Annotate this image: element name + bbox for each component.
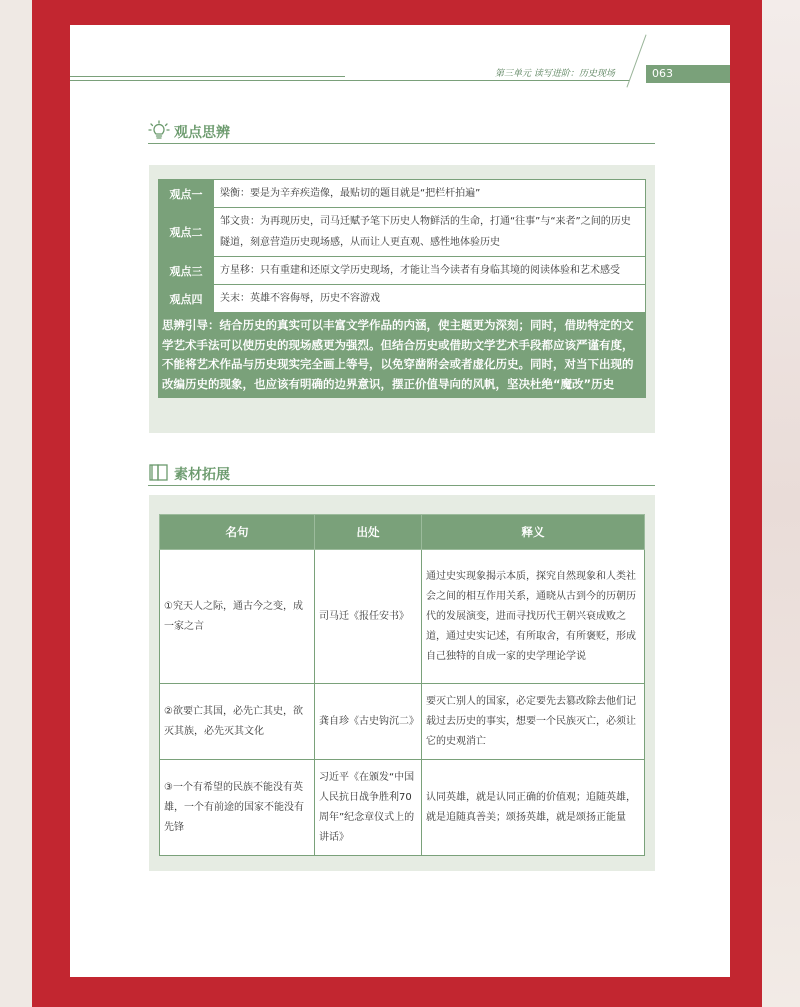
viewpoint-label: 观点一 [159, 180, 214, 208]
book-icon [148, 462, 170, 484]
viewpoint-row [159, 180, 646, 208]
viewpoints-panel [149, 165, 655, 433]
quote-cell: ②欲要亡其国，必先亡其史，欲灭其族，必先灭其文化 [160, 684, 315, 760]
header-rule-top [70, 76, 345, 77]
thinking-guide: 思辨引导：结合历史的真实可以丰富文学作品的内涵，使主题更为深刻；同时，借助特定的文学艺术手法可以使历史的现场感更为强烈。但结合历史或借助文学艺术手段都应该严谨有度，不能将艺术作品与历史现实完全画上等号，以免穿凿附会或者虚化历史。同时，对当下出现的改编历史的现象，也应该有明确的边界意识，摆正价值导向的风帆，坚决杜绝“魔改”历史 [158, 312, 646, 398]
quote-cell: ③一个有希望的民族不能没有英雄，一个有前途的国家不能没有先锋 [160, 760, 315, 856]
quote-cell: ①究天人之际，通古今之变，成一家之言 [160, 550, 315, 684]
column-header-meaning: 释义 [422, 515, 645, 550]
column-header-quote: 名句 [160, 515, 315, 550]
source-cell: 司马迁《报任安书》 [315, 550, 422, 684]
viewpoint-row [159, 257, 646, 285]
viewpoint-label: 观点四 [159, 285, 214, 313]
table-row [160, 760, 645, 856]
header-rule [70, 80, 630, 81]
viewpoint-text: 关末：英雄不容侮辱，历史不容游戏 [214, 285, 646, 313]
section-label: 素材拓展 [174, 467, 230, 483]
viewpoint-text: 邹文贵：为再现历史，司马迁赋予笔下历史人物鲜活的生命，打通“往事”与“来者”之间的历史隧道，刻意营造历史现场感，从而让人更直观、感性地体验历史 [214, 208, 646, 257]
book-page [70, 25, 730, 977]
header-slash [626, 35, 646, 88]
meaning-cell: 要灭亡别人的国家，必定要先去篡改除去他们记载过去历史的事实，想要一个民族灭亡，必须让它的史观消亡 [422, 684, 645, 760]
source-cell: 龚自珍《古史钩沉二》 [315, 684, 422, 760]
section-label: 观点思辨 [174, 125, 230, 141]
materials-table [159, 514, 645, 856]
materials-panel [149, 495, 655, 871]
page-number: 063 [652, 67, 673, 80]
background-edge [760, 0, 800, 1007]
viewpoint-row [159, 285, 646, 313]
viewpoint-label: 观点三 [159, 257, 214, 285]
section-title-viewpoints [148, 123, 655, 144]
header-unit-text: 第三单元 读写进阶：历史现场 [495, 69, 615, 79]
meaning-cell: 认同英雄，就是认同正确的价值观；追随英雄，就是追随真善美；颂扬英雄，就是颂扬正能量 [422, 760, 645, 856]
meaning-cell: 通过史实现象揭示本质，探究自然现象和人类社会之间的相互作用关系，通晓从古到今的历朝历代的发展演变，进而寻找历代王朝兴衰成败之道，通过史实记述，有所取舍，有所褒贬，形成自己独特的自成一家的史学理论学说 [422, 550, 645, 684]
source-cell: 习近平《在颁发“中国人民抗日战争胜利70周年”纪念章仪式上的讲话》 [315, 760, 422, 856]
lightbulb-icon [148, 120, 170, 142]
table-row [160, 550, 645, 684]
viewpoint-text: 梁衡：要是为辛弃疾造像，最贴切的题目就是“把栏杆拍遍” [214, 180, 646, 208]
table-row [160, 684, 645, 760]
table-header-row [160, 515, 645, 550]
viewpoints-table [158, 179, 646, 313]
column-header-source: 出处 [315, 515, 422, 550]
viewpoint-text: 方星移：只有重建和还原文学历史现场，才能让当今读者有身临其境的阅读体验和艺术感受 [214, 257, 646, 285]
section-title-materials [148, 465, 655, 486]
viewpoint-row [159, 208, 646, 257]
viewpoint-label: 观点二 [159, 208, 214, 257]
